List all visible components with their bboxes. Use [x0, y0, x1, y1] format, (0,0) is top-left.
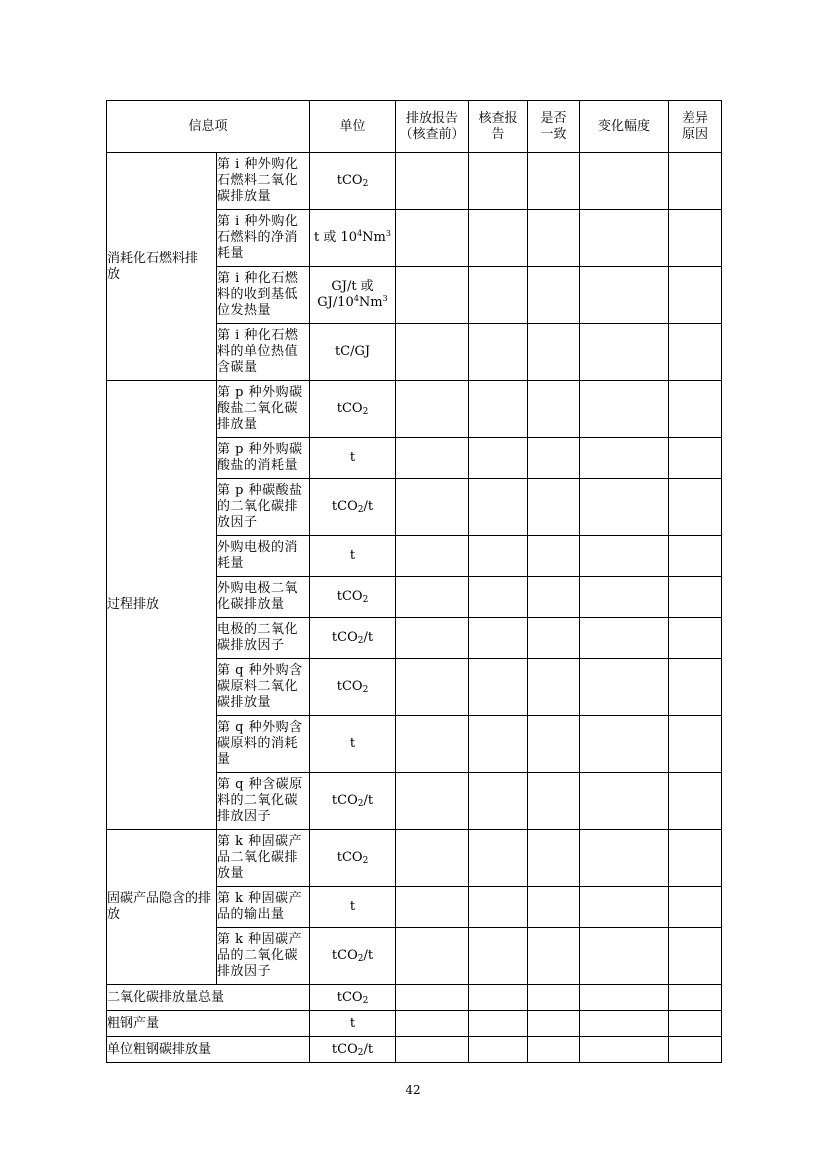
item-prod-co2: 第 k 种固碳产品二氧化碳排放量 — [217, 830, 310, 887]
item-fuel-ncv: 第 i 种化石燃料的收到基低位发热量 — [217, 267, 310, 324]
item-steel: 粗钢产量 — [107, 1011, 310, 1037]
item-elec-ef: 电极的二氧化碳排放因子 — [217, 618, 310, 659]
table-row: 第 k 种固碳产品的输出量 t — [107, 887, 722, 928]
page-number: 42 — [405, 1083, 421, 1097]
table-row: 粗钢产量 t — [107, 1011, 722, 1037]
header-diff: 差异原因 — [669, 101, 722, 153]
category-fixed: 固碳产品隐含的排放 — [107, 830, 217, 985]
verification-table — [106, 100, 722, 1063]
item-raw-use: 第 q 种外购含碳原料的消耗量 — [217, 716, 310, 773]
header-consistent: 是否一致 — [528, 101, 580, 153]
table-row: 第 q 种外购含碳原料二氧化碳排放量 tCO$_2$ — [107, 659, 722, 716]
header-verify: 核查报告 — [469, 101, 528, 153]
item-total: 二氧化碳排放量总量 — [107, 985, 310, 1011]
unit-tc-gj: tC/GJ — [310, 324, 396, 381]
item-carb-use: 第 p 种外购碳酸盐的消耗量 — [217, 438, 310, 479]
table-row: 第 p 种外购碳酸盐的消耗量 t — [107, 438, 722, 479]
header-unit: 单位 — [310, 101, 396, 153]
table-row: 二氧化碳排放量总量 tCO$_2$ — [107, 985, 722, 1011]
table-row: 第 k 种固碳产品的二氧化碳排放因子 tCO$_2$/t — [107, 928, 722, 985]
item-prod-ef: 第 k 种固碳产品的二氧化碳排放因子 — [217, 928, 310, 985]
unit-tco2: tCO$_2$ — [310, 153, 396, 210]
item-prod-out: 第 k 种固碳产品的输出量 — [217, 887, 310, 928]
table-row: 第 q 种外购含碳原料的消耗量 t — [107, 716, 722, 773]
item-fuel-net: 第 i 种外购化石燃料的净消耗量 — [217, 210, 310, 267]
table-row: 过程排放 第 p 种外购碳酸盐二氧化碳排放量 tCO$_2$ — [107, 381, 722, 438]
table-row: 电极的二氧化碳排放因子 tCO$_2$/t — [107, 618, 722, 659]
table-row: 外购电极二氧化碳排放量 tCO$_2$ — [107, 577, 722, 618]
unit-gj: GJ/t 或 $GJ/10^4Nm^3$ — [310, 267, 396, 324]
header-report-before: 排放报告（核查前） — [396, 101, 469, 153]
table-row: 单位粗钢碳排放量 tCO$_2$/t — [107, 1037, 722, 1063]
item-fuel-co2: 第 i 种外购化石燃料二氧化碳排放量 — [217, 153, 310, 210]
item-raw-ef: 第 q 种含碳原料的二氧化碳排放因子 — [217, 773, 310, 830]
item-fuel-carbon: 第 i 种化石燃料的单位热值含碳量 — [217, 324, 310, 381]
table-row — [107, 153, 722, 210]
table-row: 固碳产品隐含的排放 第 k 种固碳产品二氧化碳排放量 tCO$_2$ — [107, 830, 722, 887]
item-raw-co2: 第 q 种外购含碳原料二氧化碳排放量 — [217, 659, 310, 716]
item-unit-steel: 单位粗钢碳排放量 — [107, 1037, 310, 1063]
item-elec-use: 外购电极的消耗量 — [217, 536, 310, 577]
category-fuel: 消耗化石燃料排放 — [107, 153, 217, 381]
header-row — [107, 101, 722, 153]
table-row: 第 p 种碳酸盐的二氧化碳排放因子 tCO$_2$/t — [107, 479, 722, 536]
table-row: 外购电极的消耗量 t — [107, 536, 722, 577]
header-change: 变化幅度 — [580, 101, 669, 153]
category-process: 过程排放 — [107, 381, 217, 830]
header-info: 信息项 — [107, 101, 310, 153]
item-carb-ef: 第 p 种碳酸盐的二氧化碳排放因子 — [217, 479, 310, 536]
table-row: 第 q 种含碳原料的二氧化碳排放因子 tCO$_2$/t — [107, 773, 722, 830]
item-carb-co2: 第 p 种外购碳酸盐二氧化碳排放量 — [217, 381, 310, 438]
unit-t-or-nm3: t 或 $10^4Nm^3$ — [310, 210, 396, 267]
item-elec-co2: 外购电极二氧化碳排放量 — [217, 577, 310, 618]
